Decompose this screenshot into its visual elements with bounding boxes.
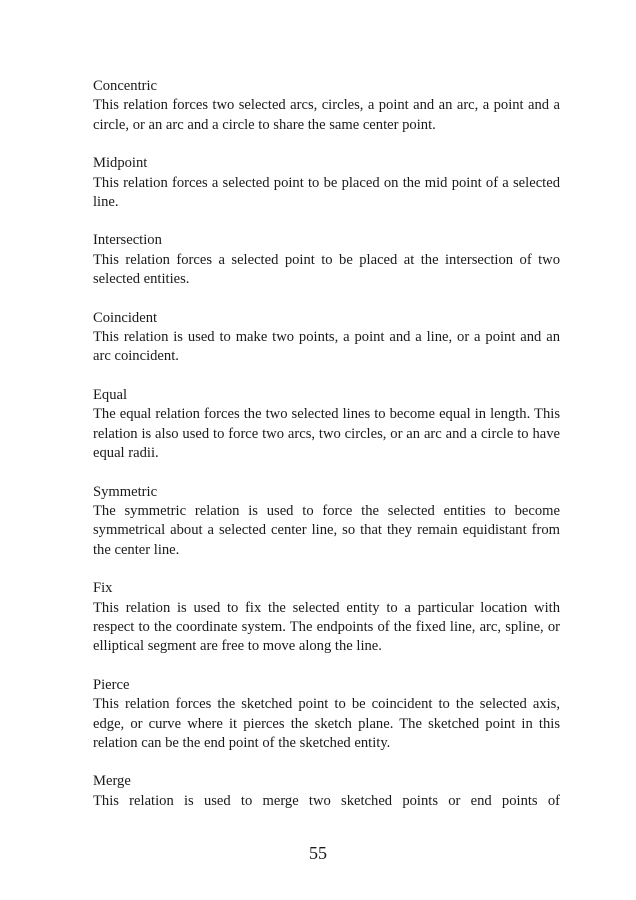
term-description: This relation forces a selected point to be placed at the intersection of two selected entities. bbox=[93, 251, 560, 288]
term-heading: Concentric bbox=[93, 78, 158, 94]
entry-symmetric bbox=[93, 483, 560, 561]
term-heading: Symmetric bbox=[93, 483, 158, 500]
term-description: This relation is used to merge two sketched points or end points of bbox=[93, 792, 560, 809]
entry-equal bbox=[93, 386, 560, 464]
term-heading: Equal bbox=[93, 386, 128, 403]
term-description: This relation forces the sketched point to be coincident to the selected axis, edge, or curve where it pierces the sketch plane. The sketched point in this relation can be the end point of the sketched entity. bbox=[93, 696, 560, 751]
page-number: 55 bbox=[309, 843, 327, 863]
entry-midpoint bbox=[93, 154, 560, 212]
entry-merge bbox=[93, 772, 560, 811]
term-heading: Midpoint bbox=[93, 155, 148, 172]
term-description: This relation forces a selected point to be placed on the mid point of a selected line. bbox=[93, 174, 560, 211]
term-description: The symmetric relation is used to force the selected entities to become symmetrical about a selected center line, so that they remain equidistant from the center line. bbox=[93, 502, 560, 558]
entry-fix bbox=[93, 579, 560, 657]
page-body bbox=[93, 77, 560, 830]
entry-concentric bbox=[93, 77, 560, 135]
term-heading: Pierce bbox=[93, 676, 130, 693]
term-description: This relation is used to fix the selected entity to a particular location with respect to the coordinate system. The endpoints of the fixed line, arc, spline, or elliptical segment are free to move along the line. bbox=[93, 599, 560, 655]
term-description: This relation forces two selected arcs, circles, a point and an arc, a point and a circle, or an arc and a circle to share the same center point. bbox=[93, 97, 560, 133]
term-description: This relation is used to make two points, a point and a line, or a point and an arc coincident. bbox=[93, 329, 560, 365]
term-heading: Merge bbox=[93, 773, 131, 790]
term-description: The equal relation forces the two selected lines to become equal in length. This relation is also used to force two arcs, two circles, or an arc and a circle to have equal radii. bbox=[93, 406, 560, 462]
term-heading: Fix bbox=[93, 580, 113, 597]
term-heading: Coincident bbox=[93, 309, 158, 326]
entry-intersection bbox=[93, 231, 560, 289]
entry-pierce bbox=[93, 676, 560, 754]
entry-coincident bbox=[93, 309, 560, 367]
term-heading: Intersection bbox=[93, 232, 162, 249]
